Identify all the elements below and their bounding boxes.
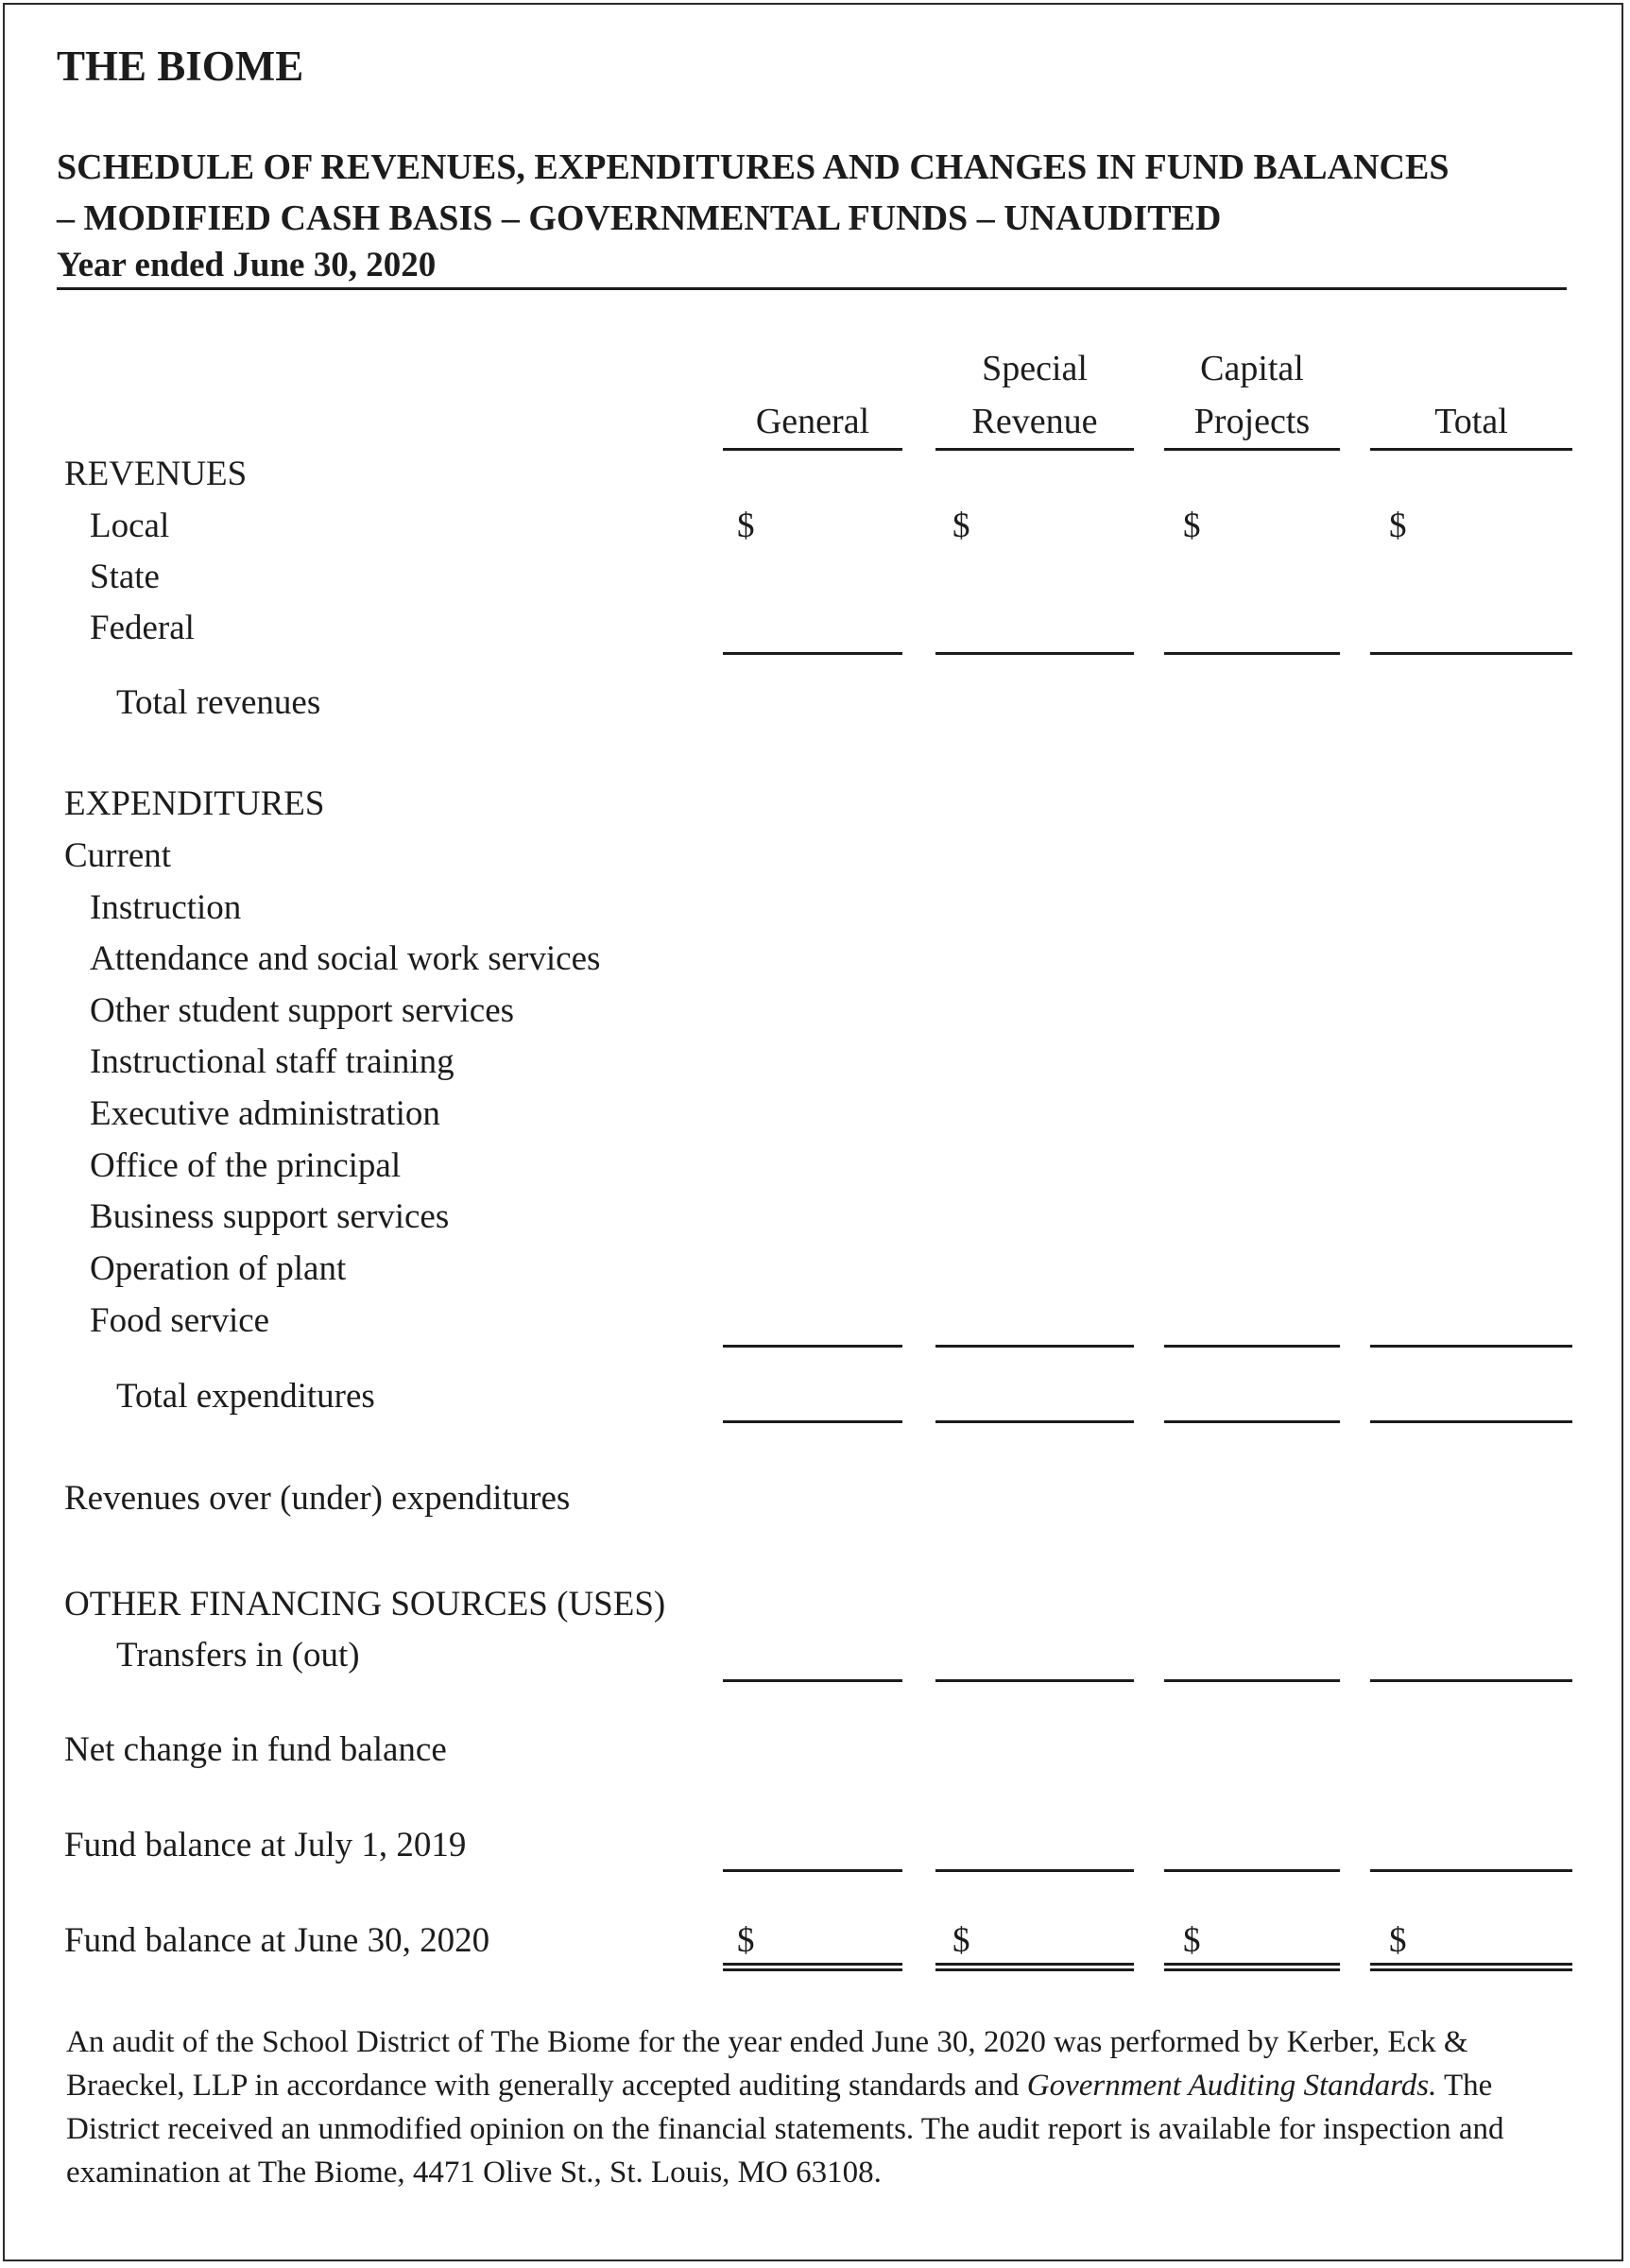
header-rule-total [1370, 448, 1572, 451]
schedule-title-line1: SCHEDULE OF REVENUES, EXPENDITURES AND CHANGES IN FUND BALANCES [57, 147, 1450, 187]
row-label: Transfers in (out) [116, 1636, 360, 1675]
period-label: Year ended June 30, 2020 [57, 246, 437, 284]
section-expenditures: EXPENDITURES [64, 784, 325, 823]
row-label: Net change in fund balance [64, 1730, 447, 1769]
currency-symbol: $ [952, 1921, 970, 1960]
row-label: Other student support services [90, 991, 515, 1030]
header-rule-general [723, 448, 902, 451]
row-label: Office of the principal [90, 1146, 402, 1185]
subtotal-rule [1370, 652, 1572, 655]
row-label: Executive administration [90, 1094, 440, 1133]
col-header-general: General [755, 402, 870, 441]
audit-footnote [66, 2020, 1569, 2194]
footnote-text: An audit of the School District of The Biome for the year ended June 30, 2020 was performed by Kerber, Eck & Braeckel, LLP in accordance with generally accepted auditing standards and [66, 2025, 1468, 2103]
subtotal-rule [1370, 1869, 1572, 1872]
subtotal-rule [723, 1679, 902, 1682]
subtotal-rule [1164, 1679, 1340, 1682]
row-label: Fund balance at June 30, 2020 [64, 1921, 490, 1960]
row-label: Operation of plant [90, 1249, 347, 1288]
schedule-title-line2: – MODIFIED CASH BASIS – GOVERNMENTAL FUNDS – UNAUDITED [57, 198, 1222, 238]
currency-symbol: $ [1389, 1921, 1407, 1960]
col-header-capital-projects: Capital Projects [1193, 349, 1311, 441]
currency-symbol: $ [1183, 1921, 1201, 1960]
row-label: Total revenues [116, 683, 321, 722]
currency-symbol: $ [737, 1921, 755, 1960]
schedule-title [57, 142, 1449, 244]
subtotal-rule [1164, 1869, 1340, 1872]
currency-symbol: $ [1389, 507, 1407, 545]
total-double-rule [935, 1963, 1134, 1971]
row-label: Business support services [90, 1197, 450, 1236]
col-header-special-revenue: Special Revenue [971, 349, 1098, 441]
subtotal-rule [935, 1420, 1134, 1423]
footnote-text: The District received an unmodified opinion on the financial statements. The audit report is available for inspection and examination at The Biome, 4471 Olive St., St. Louis, MO 63108. [66, 2069, 1504, 2190]
total-double-rule [1370, 1963, 1572, 1971]
header-rule-special [935, 448, 1134, 451]
row-label: Total expenditures [116, 1377, 375, 1416]
currency-symbol: $ [952, 507, 970, 545]
row-label: Federal [90, 609, 195, 647]
row-label: Food service [90, 1301, 270, 1340]
header-rule-capital [1164, 448, 1340, 451]
col-header-total: Total [1434, 402, 1508, 441]
subtotal-rule [1370, 1420, 1572, 1423]
row-label: Instruction [90, 888, 242, 927]
row-label: Instructional staff training [90, 1042, 455, 1081]
section-revenues: REVENUES [64, 455, 248, 493]
row-label: Revenues over (under) expenditures [64, 1479, 571, 1518]
subtotal-rule [935, 1869, 1134, 1872]
currency-symbol: $ [737, 507, 755, 545]
organization-name: THE BIOME [57, 43, 304, 90]
subtotal-rule [1164, 1345, 1340, 1348]
subtotal-rule [723, 1420, 902, 1423]
subtotal-rule [723, 1869, 902, 1872]
subtotal-rule [935, 1679, 1134, 1682]
subtotal-rule [1164, 1420, 1340, 1423]
subtotal-rule [935, 652, 1134, 655]
row-label: Local [90, 507, 170, 545]
total-double-rule [1164, 1963, 1340, 1971]
row-label: State [90, 558, 160, 596]
footnote-italic: Government Auditing Standards. [1026, 2069, 1437, 2103]
row-label: Attendance and social work services [90, 939, 601, 978]
subtotal-rule [1164, 652, 1340, 655]
row-label: Fund balance at July 1, 2019 [64, 1826, 467, 1864]
section-current: Current [64, 836, 172, 875]
section-other-financing: OTHER FINANCING SOURCES (USES) [64, 1585, 666, 1624]
subtotal-rule [1370, 1679, 1572, 1682]
total-double-rule [723, 1963, 902, 1971]
currency-symbol: $ [1183, 507, 1201, 545]
subtotal-rule [723, 1345, 902, 1348]
subtotal-rule [935, 1345, 1134, 1348]
title-rule [57, 287, 1567, 290]
subtotal-rule [723, 652, 902, 655]
subtotal-rule [1370, 1345, 1572, 1348]
